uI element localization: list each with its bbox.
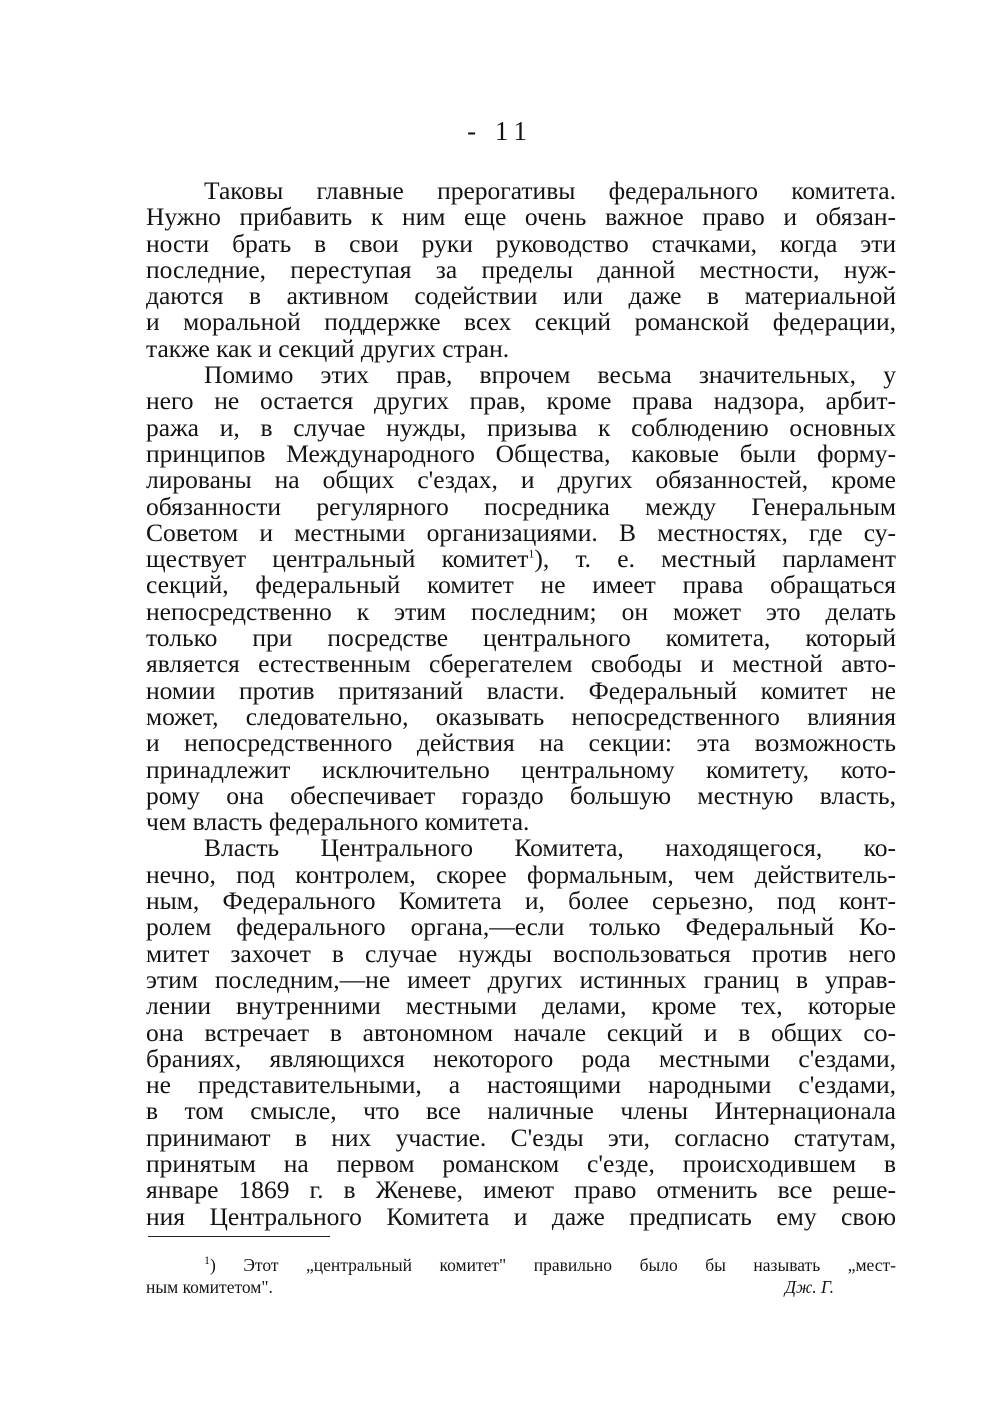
text-line: Советом и местными организациями. В местностях, где су- bbox=[146, 517, 896, 547]
text-line: Таковы главные прерогативы федерального комитета. bbox=[204, 176, 896, 205]
text-line: также как и секций других стран. bbox=[146, 333, 510, 363]
text-line: даются в активном содействии или даже в материальной bbox=[146, 281, 896, 311]
text-line: ража и, в случае нужды, призыва к соблюдению основных bbox=[146, 412, 896, 442]
paragraph-1 bbox=[146, 178, 896, 362]
page-number: - 11 bbox=[467, 116, 533, 146]
text-line: Нужно прибавить к ним еще очень важное право и обязан- bbox=[146, 202, 896, 232]
text-line: браниях, являющихся некоторого рода местными с'ездами, bbox=[146, 1043, 896, 1073]
text-line: секций, федеральный комитет не имеет права обращаться bbox=[146, 570, 896, 600]
text-line: ния Центрального Комитета и даже предписать ему свою bbox=[146, 1201, 896, 1231]
footnote-line bbox=[146, 1276, 896, 1298]
text-line: номии против притязаний власти. Федеральный комитет не bbox=[146, 675, 896, 705]
text-line: Власть Центрального Комитета, находящегося, ко- bbox=[204, 833, 896, 863]
text-line: может, следовательно, оказывать непосредственного влияния bbox=[146, 701, 896, 731]
text-line: принятым на первом романском с'езде, происходившем в bbox=[146, 1148, 896, 1178]
text-line: рому она обеспечивает гораздо большую местную власть, bbox=[146, 780, 896, 810]
text-fragment: ), т. е. местный парламент bbox=[534, 544, 896, 574]
text-line: ролем федерального органа,—если только Федеральный Ко- bbox=[146, 912, 896, 942]
text-line: январе 1869 г. в Женеве, имеют право отменить все реше- bbox=[146, 1175, 896, 1205]
footnote-signature: Дж. Г. bbox=[784, 1277, 834, 1297]
text-line: митет захочет в случае нужды воспользоваться против него bbox=[146, 938, 896, 968]
text-line: непосредственно к этим последним; он может это делать bbox=[146, 596, 896, 626]
text-line: этим последним,—не имеет других истинных границ в управ- bbox=[146, 964, 896, 994]
text-line: последние, переступая за пределы данной местности, нуж- bbox=[146, 254, 896, 284]
text-fragment: ществует центральный комитет bbox=[146, 544, 529, 574]
text-line: лении внутренними местными делами, кроме тех, которые bbox=[146, 991, 896, 1021]
text-line: и моральной поддержке всех секций романской федерации, bbox=[146, 307, 896, 337]
text-line: ности брать в свои руки руководство стачками, когда эти bbox=[146, 228, 896, 258]
text-line: и непосредственного действия на секции: эта возможность bbox=[146, 728, 896, 758]
paragraph-3 bbox=[146, 835, 896, 1229]
text-line: принципов Международного Общества, каковые были форму- bbox=[146, 438, 896, 468]
text-line: Помимо этих прав, впрочем весьма значительных, у bbox=[204, 360, 896, 390]
footnote bbox=[146, 1254, 896, 1298]
text-line: не представительными, а настоящими народными с'ездами, bbox=[146, 1070, 896, 1100]
footnote-text: ) Этот „центральный комитет" правильно было бы называть „мест- bbox=[210, 1255, 896, 1275]
footnote-text: ным комитетом". bbox=[146, 1277, 273, 1297]
text-line: лированы на общих с'ездах, и других обязанностей, кроме bbox=[146, 465, 896, 495]
text-line: является естественным сберегателем свободы и местной авто- bbox=[146, 649, 896, 679]
text-line: обязанности регулярного посредника между Генеральным bbox=[146, 491, 896, 521]
footnote-line bbox=[146, 1254, 896, 1276]
footnote-marker: 1 bbox=[528, 546, 535, 561]
text-line: ным, Федерального Комитета и, более серьезно, под конт- bbox=[146, 886, 896, 916]
text-line: принадлежит исключительно центральному комитету, кото- bbox=[146, 754, 896, 784]
text-line: нечно, под контролем, скорее формальным, чем действитель- bbox=[146, 859, 896, 889]
text-line-with-footnote bbox=[146, 546, 896, 572]
text-line: она встречает в автономном начале секций и в общих со- bbox=[146, 1017, 896, 1047]
paragraph-2 bbox=[146, 362, 896, 835]
text-line: чем власть федерального комитета. bbox=[146, 807, 530, 837]
footnote-divider bbox=[148, 1236, 330, 1237]
footnote-number: 1 bbox=[204, 1253, 210, 1268]
text-line: него не остается других прав, кроме права надзора, арбит- bbox=[146, 386, 896, 416]
text-line: в том смысле, что все наличные члены Интернационала bbox=[146, 1096, 896, 1126]
text-line: принимают в них участие. С'езды эти, согласно статутам, bbox=[146, 1122, 896, 1152]
body-text bbox=[146, 178, 896, 1230]
text-line: только при посредстве центрального комитета, который bbox=[146, 623, 896, 653]
